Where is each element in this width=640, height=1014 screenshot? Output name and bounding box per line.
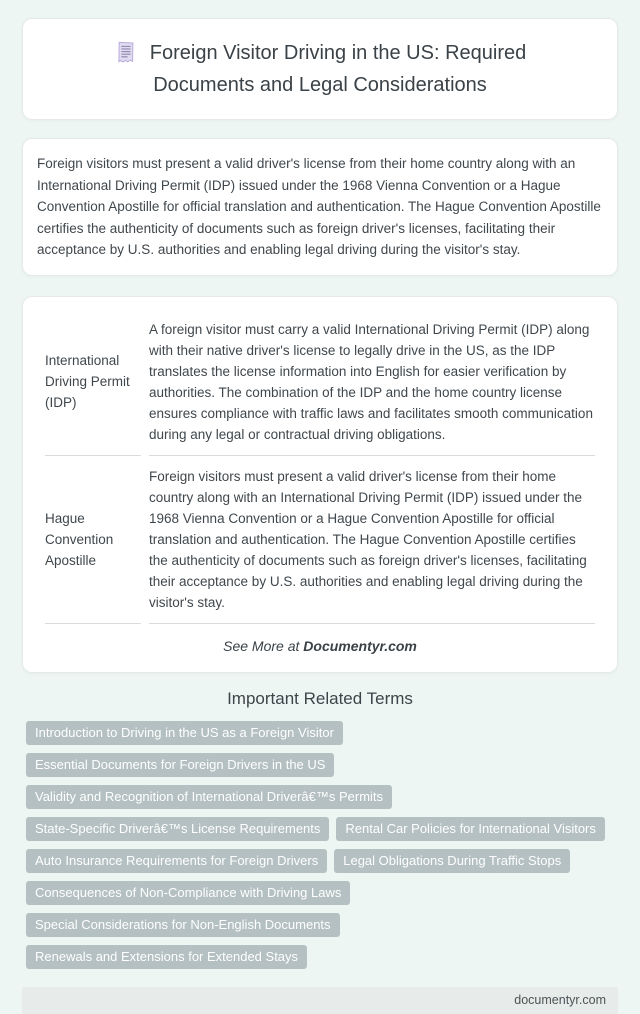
see-more-line — [37, 638, 603, 654]
footer-site-name: documentyr.com — [514, 992, 606, 1007]
table-row — [45, 456, 595, 624]
brand-link[interactable]: Documentyr.com — [303, 637, 417, 654]
related-term-tag[interactable]: Consequences of Non-Compliance with Driving Laws — [26, 881, 350, 905]
table-row — [45, 309, 595, 456]
description-cell: Foreign visitors must present a valid driver's license from their home country along with an International Driving Permit (IDP) issued under the 1968 Vienna Convention or a Hague Convention Apostille for official translation and authentication. The Hague Convention Apostille certifies the authenticity of documents such as foreign driver's licenses, facilitating their acceptance by U.S. authorities and enabling legal driving during the visitor's stay. — [149, 456, 595, 624]
related-term-tag[interactable]: Legal Obligations During Traffic Stops — [334, 849, 570, 873]
see-more-prefix: See More at — [223, 637, 300, 654]
term-cell: International Driving Permit (IDP) — [45, 309, 141, 456]
related-term-tag[interactable]: Auto Insurance Requirements for Foreign Drivers — [26, 849, 327, 873]
related-term-tag[interactable]: Rental Car Policies for International Visitors — [336, 817, 605, 841]
term-cell: Hague Convention Apostille — [45, 456, 141, 624]
related-term-tag[interactable]: Renewals and Extensions for Extended Stays — [26, 945, 307, 969]
related-term-tag[interactable]: Essential Documents for Foreign Drivers in the US — [26, 753, 334, 777]
description-cell: A foreign visitor must carry a valid International Driving Permit (IDP) along with their native driver's license to legally drive in the US, as the IDP translates the license information into English for easier verification by authorities. The combination of the IDP and the home country license ensures compliance with traffic laws and facilitates smooth communication during any legal or contractual driving obligations. — [149, 309, 595, 456]
title-card — [22, 18, 618, 120]
related-terms-heading: Important Related Terms — [227, 688, 413, 708]
intro-card — [22, 138, 618, 276]
intro-paragraph: Foreign visitors must present a valid driver's license from their home country along with an International Driving Permit (IDP) issued under the 1968 Vienna Convention or a Hague Convention Apostille for official translation and authentication. The Hague Convention Apostille certifies the authenticity of documents such as foreign driver's licenses, facilitating their acceptance by U.S. authorities and enabling legal driving during the visitor's stay. — [37, 156, 601, 257]
terms-table — [37, 309, 603, 624]
related-term-tag[interactable]: Special Considerations for Non-English Documents — [26, 913, 340, 937]
terms-table-card — [22, 296, 618, 673]
page-title-text: Foreign Visitor Driving in the US: Required Documents and Legal Considerations — [149, 42, 527, 96]
related-term-tag[interactable]: Validity and Recognition of International Driverâ€™s Permits — [26, 785, 392, 809]
related-term-tag[interactable]: Introduction to Driving in the US as a Foreign Visitor — [26, 721, 343, 745]
related-terms-list — [22, 721, 618, 977]
page-title — [70, 37, 570, 101]
receipt-icon — [113, 40, 138, 65]
related-term-tag[interactable]: State-Specific Driverâ€™s License Requirements — [26, 817, 329, 841]
footer-bar — [22, 987, 618, 1014]
